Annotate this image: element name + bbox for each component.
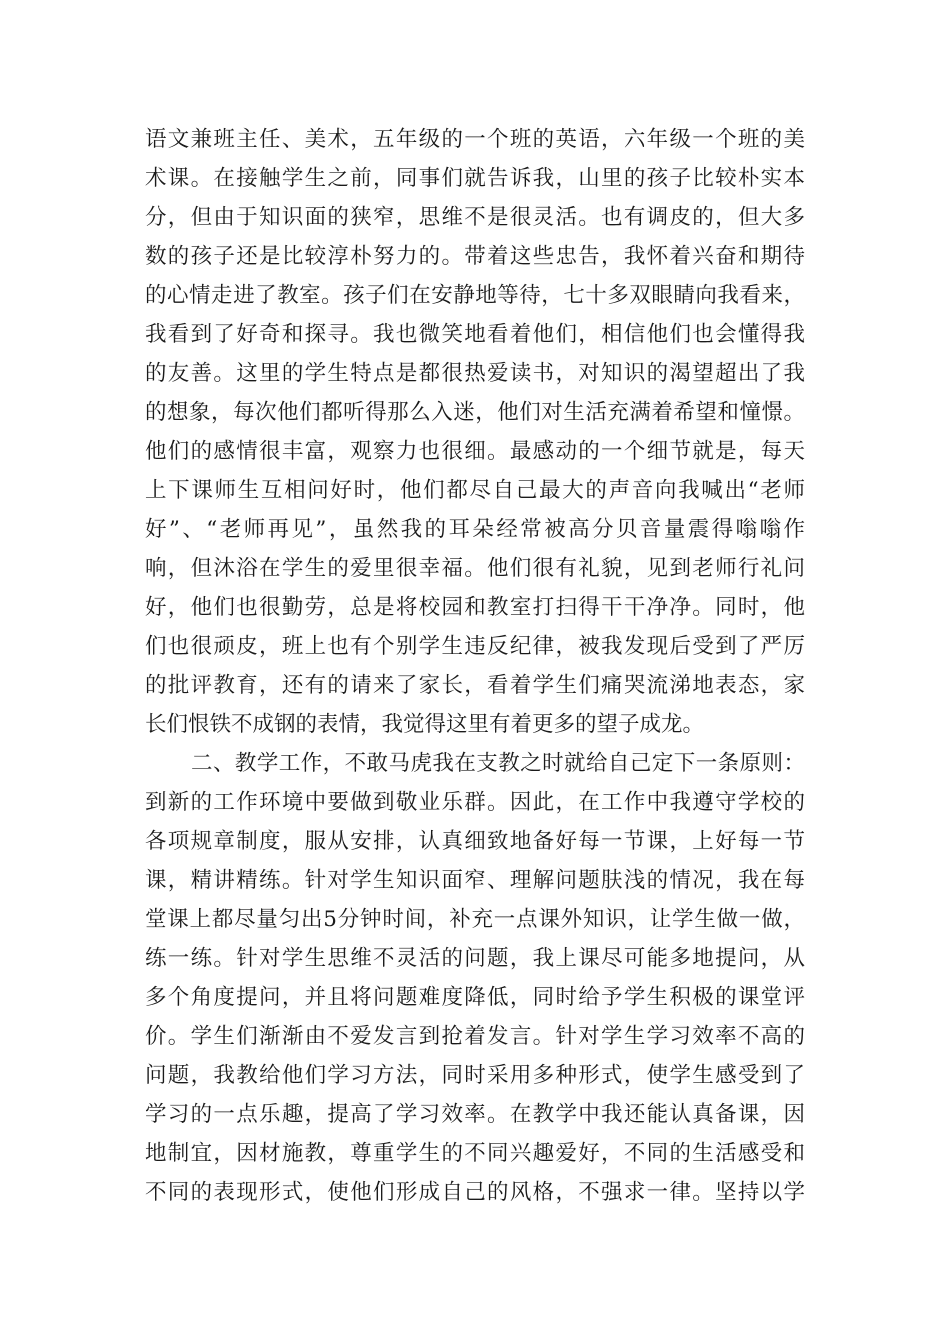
body-text bbox=[145, 120, 805, 1212]
text-line: 练一练。针对学生思维不灵活的问题，我上课尽可能多地提问，从 bbox=[145, 946, 805, 971]
text-line: 的心情走进了教室。孩子们在安静地等待，七十多双眼睛向我看来， bbox=[145, 283, 805, 308]
text-line: 分，但由于知识面的狭窄，思维不是很灵活。也有调皮的，但大多 bbox=[145, 205, 805, 230]
text-line: 到新的工作环境中要做到敬业乐群。因此，在工作中我遵守学校的 bbox=[145, 790, 805, 815]
text-line: 术课。在接触学生之前，同事们就告诉我，山里的孩子比较朴实本 bbox=[145, 166, 805, 191]
text-line: 好”、“老师再见”，虽然我的耳朵经常被高分贝音量震得嗡嗡作 bbox=[145, 517, 805, 542]
text-line: 长们恨铁不成钢的表情，我觉得这里有着更多的望子成龙。 bbox=[145, 712, 705, 737]
section-heading-line: 二、教学工作，不敢马虎我在支教之时就给自己定下一条原则： bbox=[191, 751, 805, 776]
text-line: 上下课师生互相问好时，他们都尽自己最大的声音向我喊出“老师 bbox=[145, 478, 805, 503]
text-line: 响，但沐浴在学生的爱里很幸福。他们很有礼貌，见到老师行礼问 bbox=[145, 556, 805, 581]
text-line: 的批评教育，还有的请来了家长，看着学生们痛哭流涕地表态，家 bbox=[145, 673, 805, 698]
text-line: 堂课上都尽量匀出5分钟时间，补充一点课外知识，让学生做一做， bbox=[145, 907, 805, 932]
text-line: 数的孩子还是比较淳朴努力的。带着这些忠告，我怀着兴奋和期待 bbox=[145, 244, 805, 269]
text-line: 的友善。这里的学生特点是都很热爱读书，对知识的渴望超出了我 bbox=[145, 361, 805, 386]
text-line: 我看到了好奇和探寻。我也微笑地看着他们，相信他们也会懂得我 bbox=[145, 322, 805, 347]
text-line: 们也很顽皮，班上也有个别学生违反纪律，被我发现后受到了严厉 bbox=[145, 634, 805, 659]
text-line: 他们的感情很丰富，观察力也很细。最感动的一个细节就是，每天 bbox=[145, 439, 805, 464]
text-line: 课，精讲精练。针对学生知识面窄、理解问题肤浅的情况，我在每 bbox=[145, 868, 805, 893]
text-line: 学习的一点乐趣，提高了学习效率。在教学中我还能认真备课，因 bbox=[145, 1102, 805, 1127]
text-line: 语文兼班主任、美术，五年级的一个班的英语，六年级一个班的美 bbox=[145, 127, 805, 152]
text-line: 各项规章制度，服从安排，认真细致地备好每一节课，上好每一节 bbox=[145, 829, 805, 854]
text-line: 多个角度提问，并且将问题难度降低，同时给予学生积极的课堂评 bbox=[145, 985, 805, 1010]
text-line: 好，他们也很勤劳，总是将校园和教室打扫得干干净净。同时，他 bbox=[145, 595, 805, 620]
text-line: 问题，我教给他们学习方法，同时采用多种形式，使学生感受到了 bbox=[145, 1063, 805, 1088]
text-line: 的想象，每次他们都听得那么入迷，他们对生活充满着希望和憧憬。 bbox=[145, 400, 805, 425]
text-line: 价。学生们渐渐由不爱发言到抢着发言。针对学生学习效率不高的 bbox=[145, 1024, 805, 1049]
text-line: 地制宜，因材施教，尊重学生的不同兴趣爱好，不同的生活感受和 bbox=[145, 1141, 805, 1166]
text-line: 不同的表现形式，使他们形成自己的风格，不强求一律。坚持以学 bbox=[145, 1180, 805, 1205]
